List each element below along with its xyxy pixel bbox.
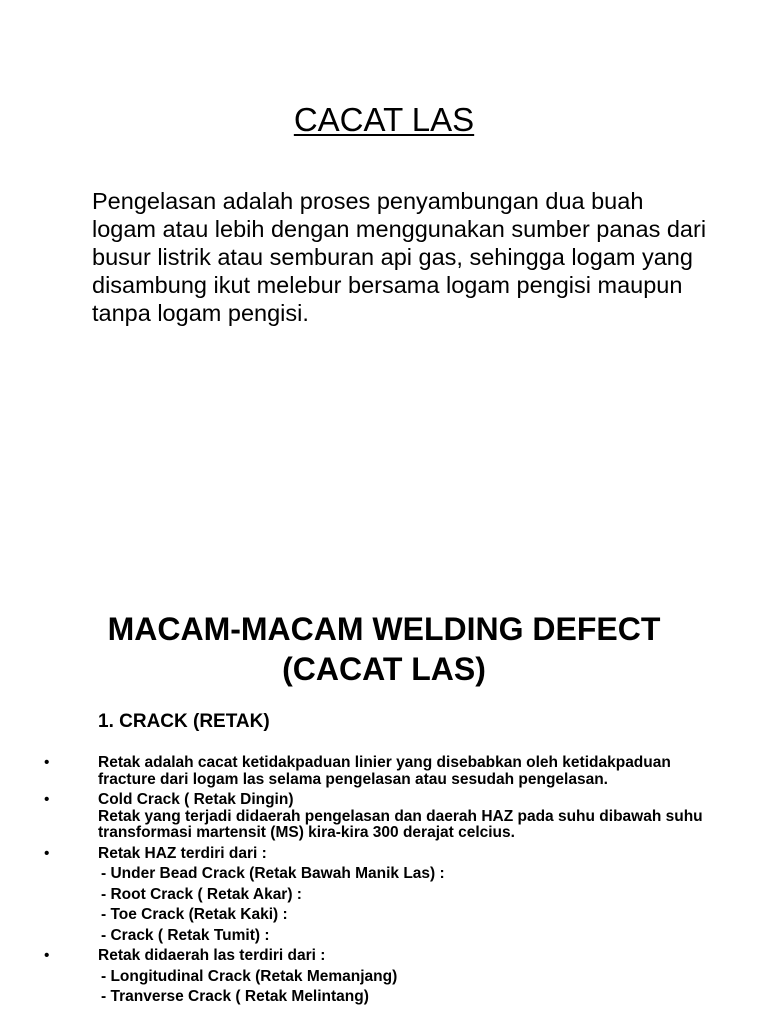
list-item (0, 948, 768, 1006)
bullet-text: Cold Crack ( Retak Dingin) (98, 791, 294, 808)
bullet-text: Retak HAZ terdiri dari : (98, 844, 267, 862)
list-item (0, 846, 768, 945)
sub-item: - Tranverse Crack ( Retak Melintang) (101, 988, 369, 1005)
list-item (0, 755, 768, 788)
sub-item: - Under Bead Crack (Retak Bawah Manik Las) : (101, 865, 445, 882)
sub-item: - Longitudinal Crack (Retak Memanjang) (101, 967, 398, 985)
title-line-1: MACAM-MACAM WELDING DEFECT (107, 611, 661, 647)
bullet-icon: • (44, 791, 50, 808)
intro-paragraph: Pengelasan adalah proses penyambungan dua buah logam atau lebih dengan menggunakan sumber panas dari busur listrik atau semburan api gas, sehingga logam yang disambung ikut melebur bersama logam pengisi maupun tanpa logam pengisi. (92, 188, 707, 326)
slide-title-2 (0, 609, 768, 689)
list-item (0, 792, 768, 842)
title-line-2: (CACAT LAS) (282, 651, 486, 687)
bullet-icon: • (44, 947, 50, 964)
section-heading: 1. CRACK (RETAK) (98, 711, 270, 732)
bullet-list (0, 755, 768, 1010)
bullet-icon: • (44, 754, 50, 771)
bullet-text: Retak didaerah las terdiri dari : (98, 947, 326, 964)
slide-title: CACAT LAS (293, 101, 475, 138)
bullet-icon: • (44, 844, 50, 862)
bullet-subtext: Retak yang terjadi didaerah pengelasan dan daerah HAZ pada suhu dibawah suhu transformasi martensit (MS) kira-kira 300 derajat celcius. (98, 807, 703, 841)
bullet-text: Retak adalah cacat ketidakpaduan linier yang disebabkan oleh ketidakpaduan fracture dari logam las selama pengelasan atau sesudah pengelasan. (98, 754, 671, 788)
sub-item: - Crack ( Retak Tumit) : (101, 926, 270, 944)
sub-item: - Toe Crack (Retak Kaki) : (101, 906, 288, 923)
sub-item: - Root Crack ( Retak Akar) : (101, 885, 302, 903)
